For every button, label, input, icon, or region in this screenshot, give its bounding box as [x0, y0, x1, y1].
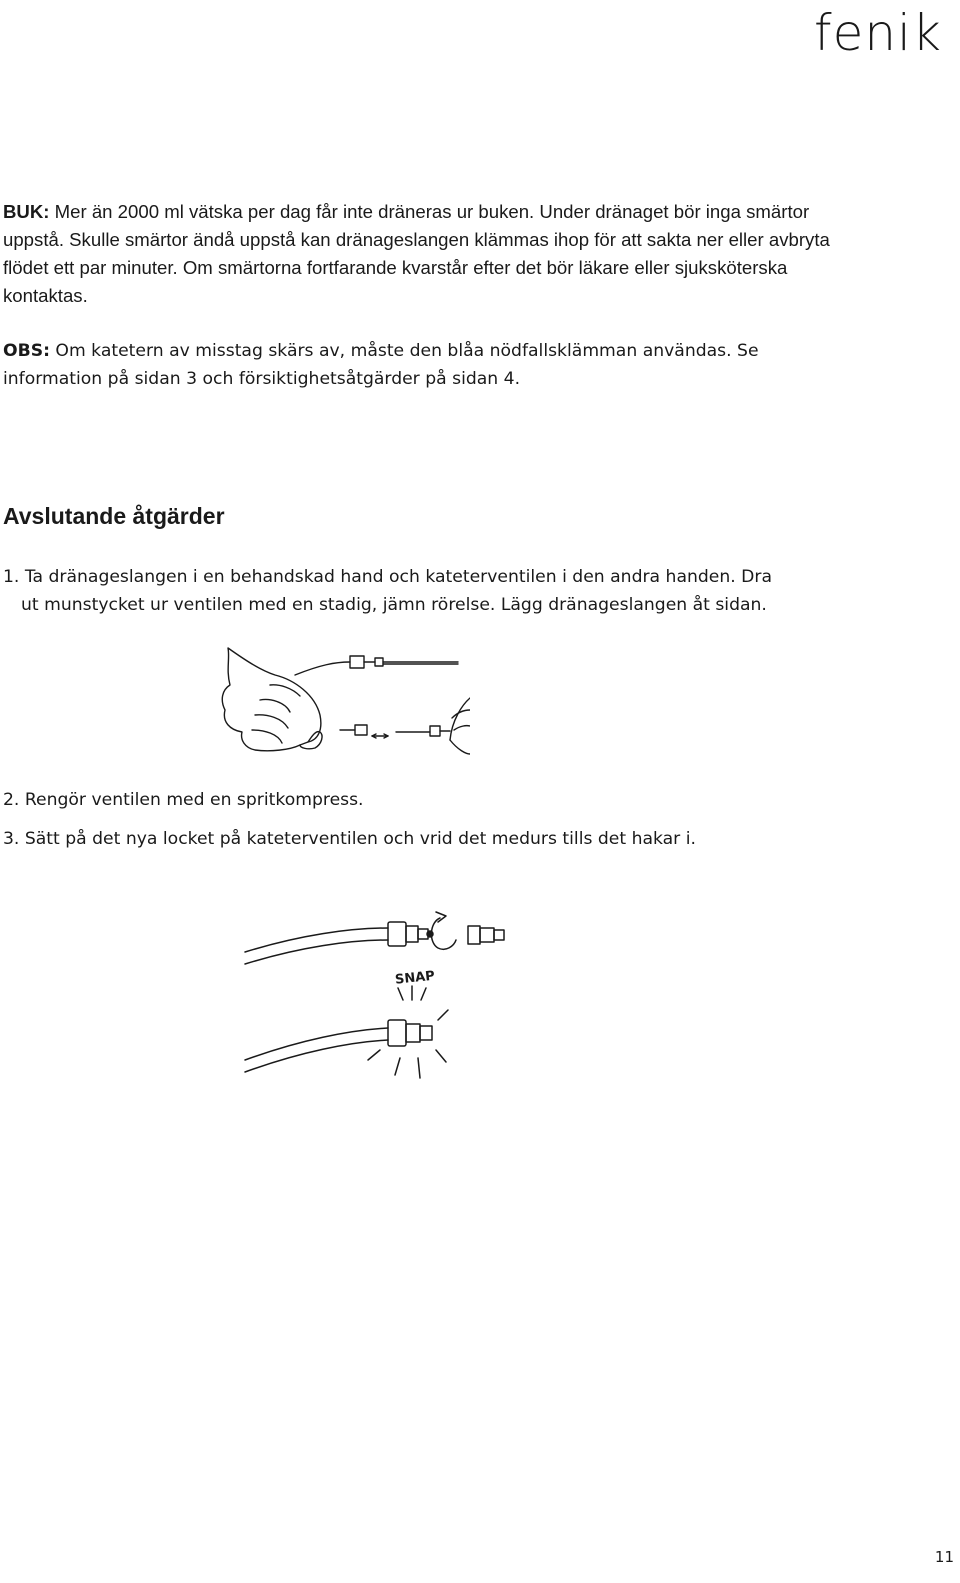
page-number: 11	[934, 1548, 954, 1566]
obs-paragraph	[3, 337, 833, 393]
hands-disconnect-illustration	[200, 640, 470, 765]
step-1	[3, 563, 823, 619]
section-heading: Avslutande åtgärder	[3, 503, 225, 529]
obs-label: OBS:	[3, 341, 50, 361]
buk-text: Mer än 2000 ml vätska per dag får inte dräneras ur buken. Under dränaget bör inga smärtor uppstå. Skulle smärtor ändå uppstå kan dränageslangen klämmas ihop för att sakta ner eller avbryta flödet ett par minuter. Om smärtorna fortfarande kvarstår efter det bör läkare eller sjuksköterska kontaktas.	[3, 201, 830, 306]
step-1-line-1: 1. Ta dränageslangen i en behandskad hand och kateterventilen i den andra handen. Dra	[3, 567, 773, 587]
brand-logo	[812, 2, 954, 60]
step-2: 2. Rengör ventilen med en spritkompress.	[3, 790, 364, 810]
valve-cap-illustration	[240, 900, 520, 1090]
obs-text: Om katetern av misstag skärs av, måste den blåa nödfallsklämman användas. Se information på sidan 3 och försiktighetsåtgärder på sidan 4.	[3, 341, 759, 389]
buk-paragraph	[3, 198, 833, 310]
step-3: 3. Sätt på det nya locket på kateterventilen och vrid det medurs tills det hakar i.	[3, 829, 696, 849]
step-1-line-2: ut munstycket ur ventilen med en stadig, jämn rörelse. Lägg dränageslangen åt sidan.	[21, 595, 767, 615]
snap-label: SNAP	[394, 968, 436, 988]
buk-label: BUK:	[3, 201, 50, 222]
logo-text: fenik	[814, 4, 942, 60]
